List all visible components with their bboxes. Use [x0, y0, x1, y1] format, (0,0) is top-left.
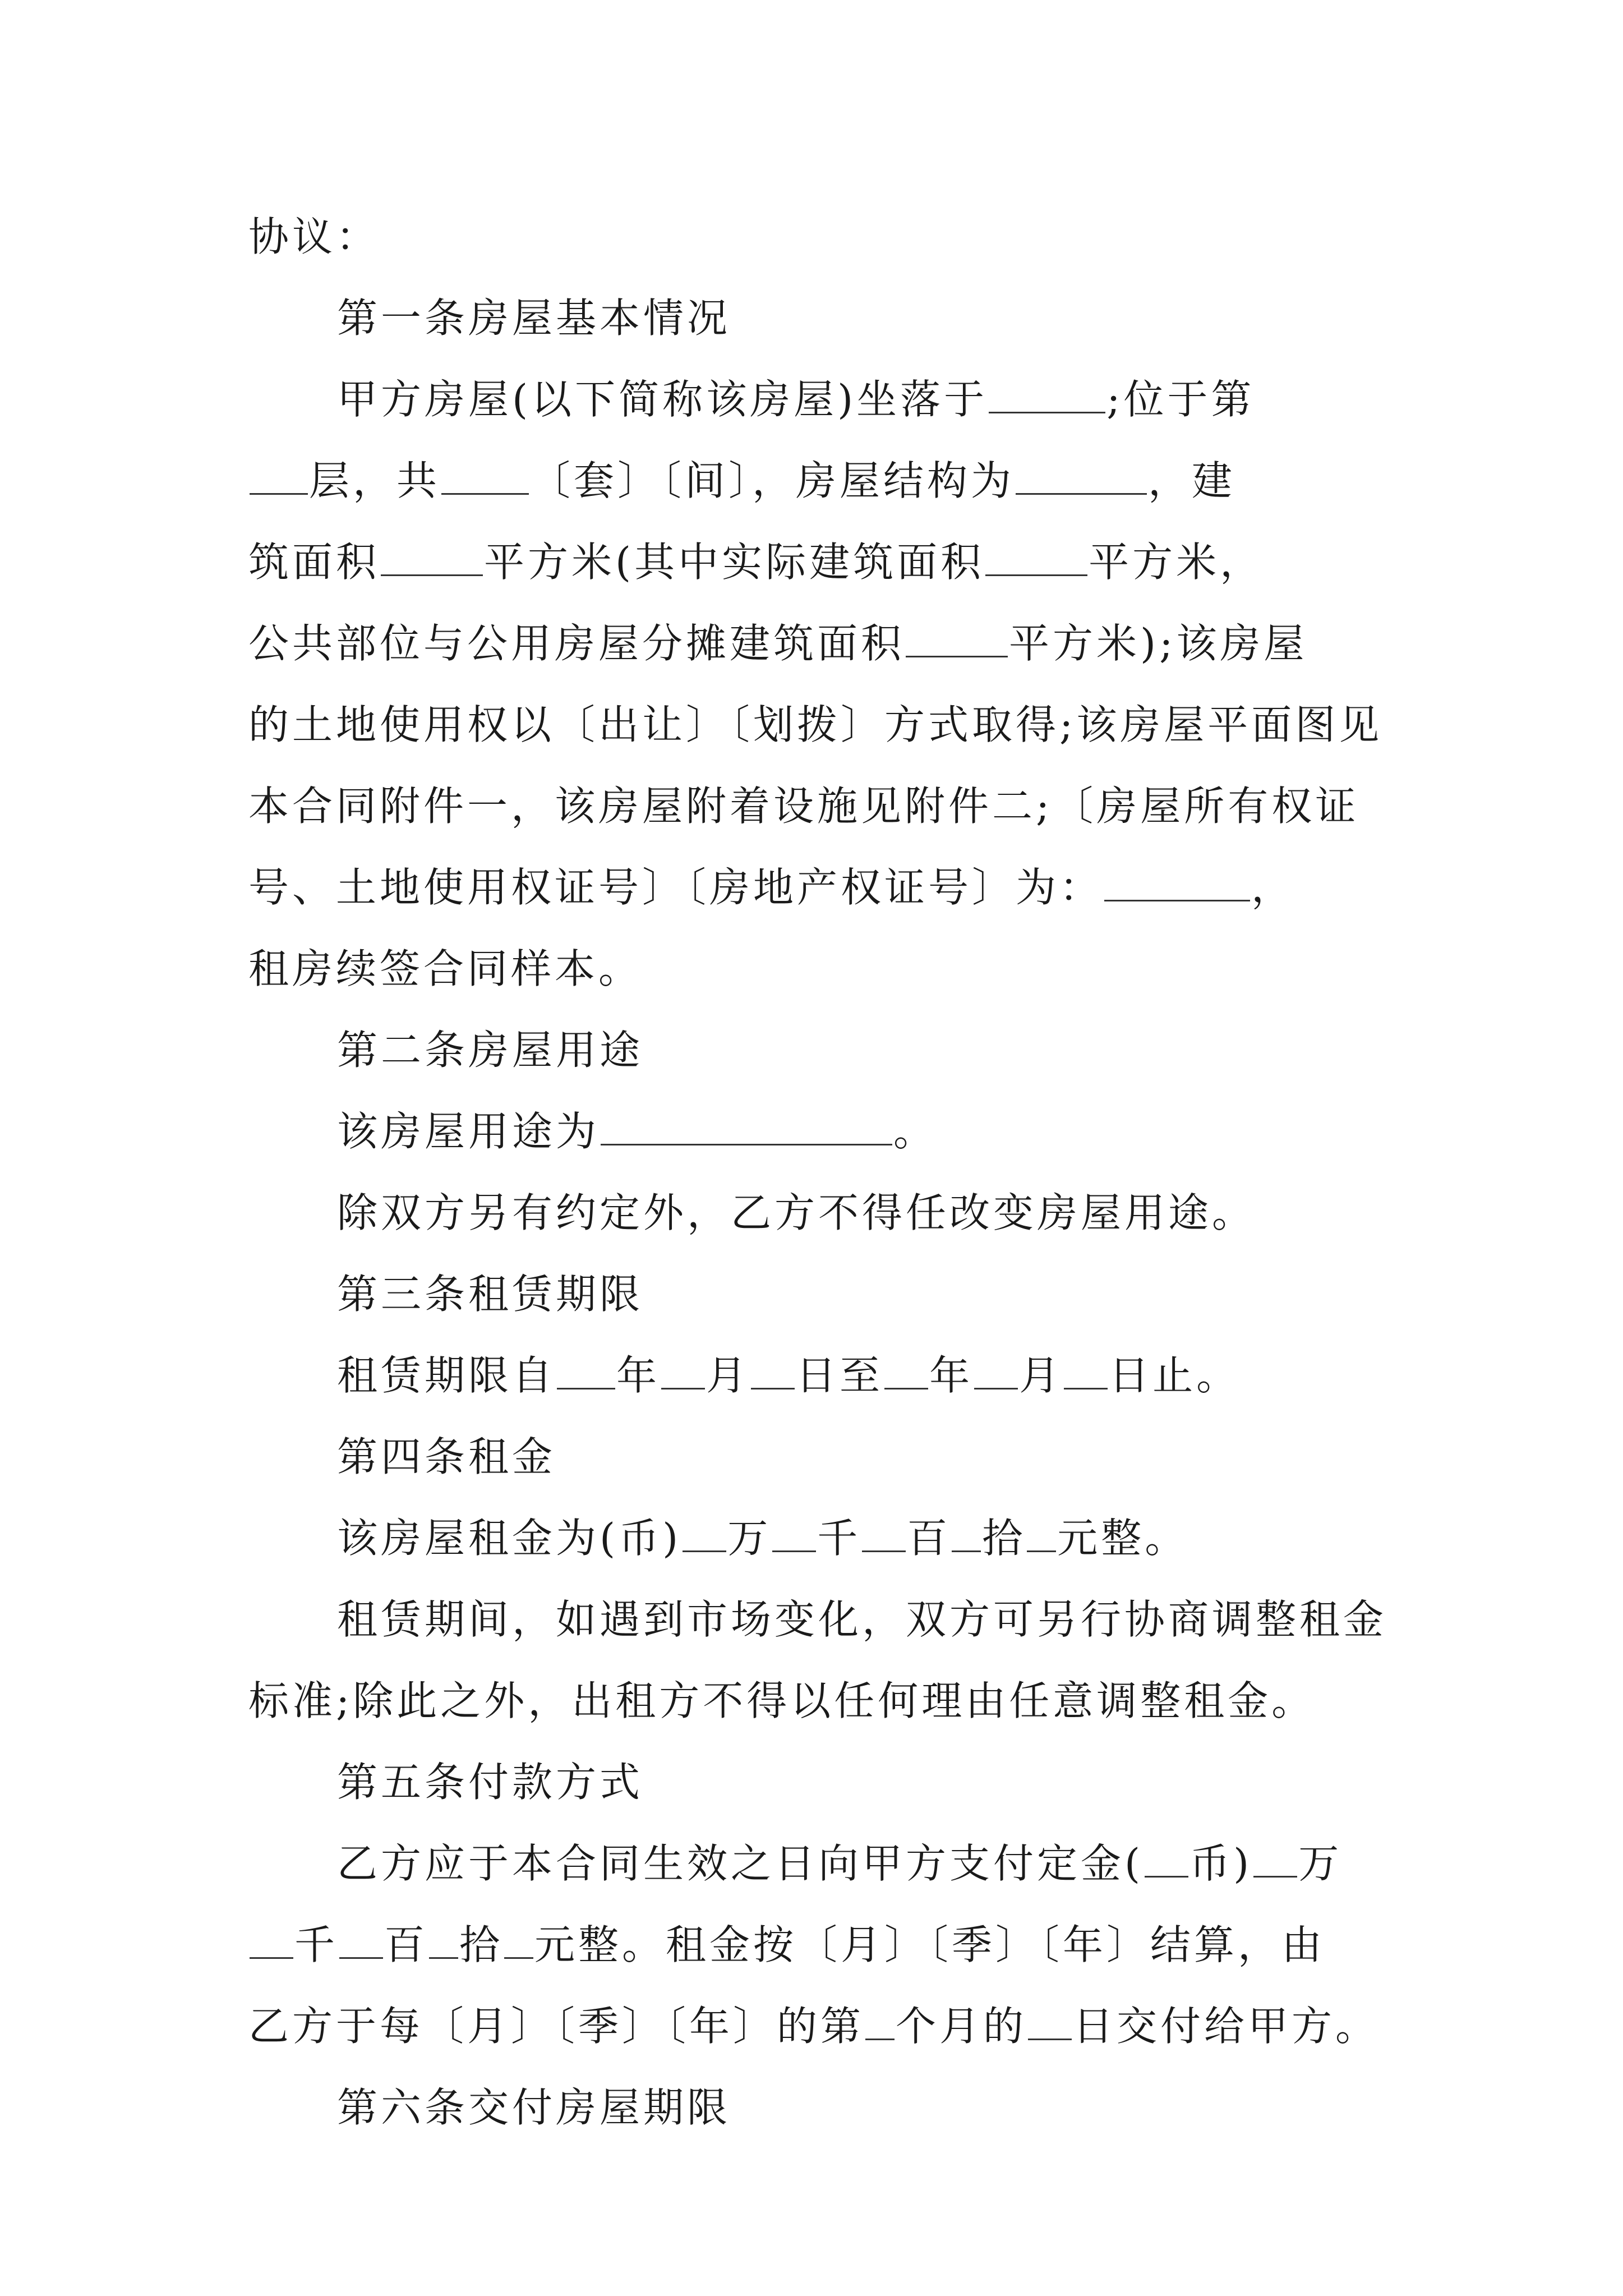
fill-in-blank	[1027, 1550, 1056, 1552]
fill-in-blank	[381, 574, 483, 576]
fill-in-blank	[1104, 900, 1250, 901]
text-line: 租赁期间，如遇到市场变化，双方可另行协商调整租金	[337, 1596, 1387, 1643]
text-line: 第一条房屋基本情况	[337, 295, 731, 342]
text-line: 该房屋租金为(币) 万 千 百 拾 元整。	[337, 1515, 1189, 1562]
fill-in-blank	[250, 493, 308, 495]
text-line: 第五条付款方式	[337, 1759, 644, 1806]
text-line: 租房续签合同样本。	[248, 945, 643, 992]
fill-in-blank	[339, 1957, 383, 1959]
text-line: 号、土地使用权证号〕〔房地产权证号〕为： ，	[248, 864, 1295, 911]
fill-in-blank	[557, 1388, 615, 1389]
text-line: 除双方另有约定外，乙方不得任改变房屋用途。	[337, 1189, 1256, 1236]
text-line: 筑面积 平方米(其中实际建筑面积 平方米，	[248, 539, 1264, 586]
fill-in-blank	[1016, 493, 1147, 495]
fill-in-blank	[504, 1957, 533, 1959]
text-line: 层，共 〔套〕〔间〕，房屋结构为 ，建	[248, 440, 1393, 522]
document-body	[248, 196, 1393, 2148]
fill-in-blank	[884, 1388, 928, 1389]
fill-in-blank	[1253, 1876, 1297, 1878]
text-line: 公共部位与公用房屋分摊建筑面积 平方米);该房屋	[248, 620, 1308, 667]
fill-in-blank	[429, 1957, 458, 1959]
text-line: 第四条租金	[337, 1433, 556, 1480]
fill-in-blank	[1145, 1876, 1188, 1878]
text-line: 该房屋用途为 。	[337, 1108, 938, 1155]
text-line: 乙方应于本合同生效之日向甲方支付定金( 币) 万	[337, 1840, 1343, 1887]
fill-in-blank	[974, 1388, 1018, 1389]
fill-in-blank	[989, 412, 1105, 413]
fill-in-blank	[862, 1550, 906, 1552]
fill-in-blank	[683, 1550, 726, 1552]
text-line: 第六条交付房屋期限	[337, 2084, 731, 2131]
text-line: 本合同附件一，该房屋附着设施见附件二;〔房屋所有权证	[248, 783, 1359, 830]
fill-in-blank	[906, 656, 1008, 657]
text-line: 甲方房屋(以下简称该房屋)坐落于 ;位于第	[337, 376, 1255, 423]
text-line: 千 百 拾 元整。租金按〔月〕〔季〕〔年〕结算，由	[248, 1904, 1393, 1986]
text-line: 的土地使用权以〔出让〕〔划拨〕方式取得;该房屋平面图见	[248, 701, 1383, 748]
text-line: 协议：	[248, 213, 380, 260]
fill-in-blank	[601, 1144, 892, 1145]
fill-in-blank	[985, 574, 1087, 576]
fill-in-blank	[751, 1388, 795, 1389]
fill-in-blank	[865, 2039, 895, 2040]
text-line: 租赁期限自 年 月 日至 年 月 日止。	[337, 1352, 1241, 1399]
fill-in-blank	[1064, 1388, 1108, 1389]
fill-in-blank	[772, 1550, 816, 1552]
fill-in-blank	[1028, 2039, 1072, 2040]
fill-in-blank	[661, 1388, 705, 1389]
text-line: 第二条房屋用途	[337, 1027, 644, 1074]
fill-in-blank	[441, 493, 529, 495]
text-line: 乙方于每〔月〕〔季〕〔年〕的第 个月的 日交付给甲方。	[248, 2003, 1380, 2050]
text-line: 第三条租赁期限	[337, 1271, 644, 1318]
text-line: 标准;除此之外，出租方不得以任何理由任意调整租金。	[248, 1677, 1316, 1724]
fill-in-blank	[250, 1957, 293, 1959]
fill-in-blank	[952, 1550, 981, 1552]
